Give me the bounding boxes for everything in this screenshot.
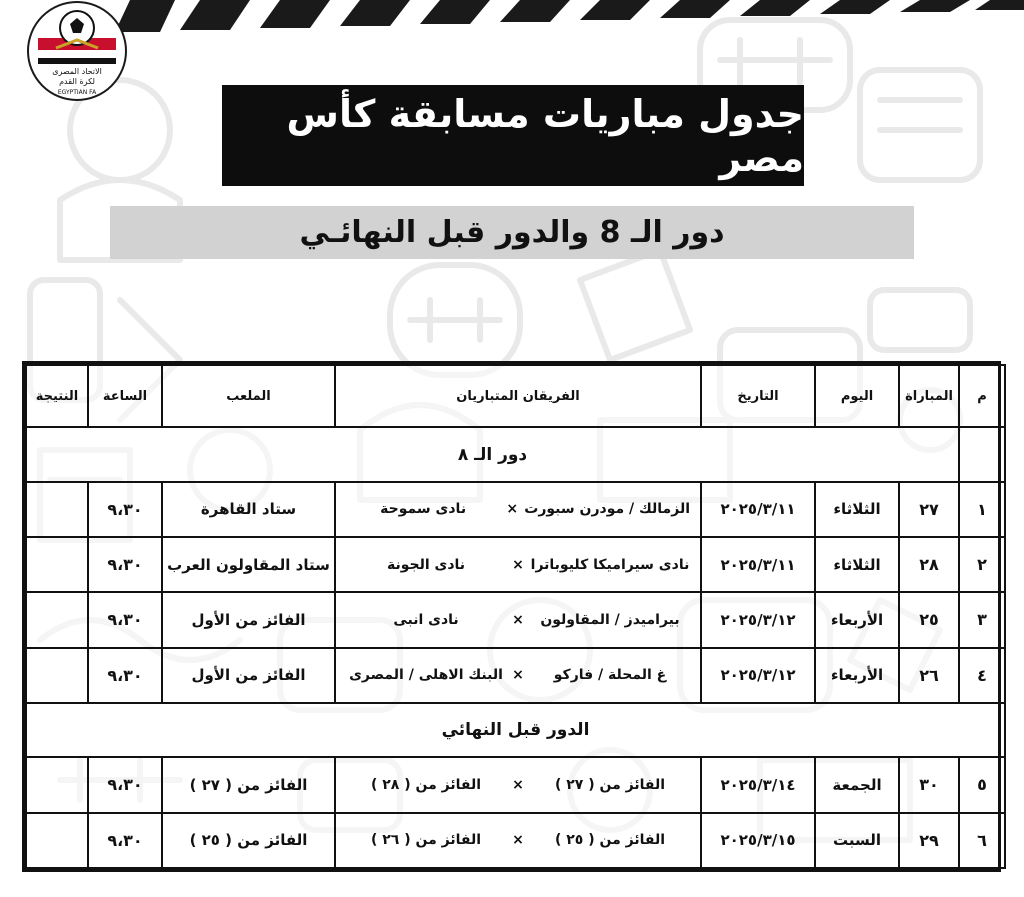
svg-text:الاتحاد المصرى: الاتحاد المصرى [52, 67, 102, 76]
cell-match: ٢٩ [899, 813, 959, 868]
cell-time: ٩،٣٠ [88, 757, 162, 812]
table-row [26, 813, 1005, 868]
cell-day: السبت [815, 813, 899, 868]
cell-m: ٦ [959, 813, 1005, 868]
cell-stadium: الفائز من ( ٢٧ ) [162, 757, 335, 812]
page-title-text: جدول مباريات مسابقة كأس مصر [286, 91, 804, 180]
cell-stadium: ستاد القاهرة [162, 482, 335, 537]
table-row [26, 482, 1005, 537]
schedule-table-wrapper [22, 361, 1001, 872]
cell-time: ٩،٣٠ [88, 592, 162, 647]
versus-mark: × [512, 832, 524, 849]
cell-m: ٢ [959, 537, 1005, 592]
header-m: م [959, 365, 1005, 427]
cell-match: ٢٧ [899, 482, 959, 537]
team-home: الفائز من ( ٢٥ ) [554, 832, 666, 849]
cell-teams [335, 813, 701, 868]
header-stadium: الملعب [162, 365, 335, 427]
versus-mark: × [512, 776, 524, 793]
team-away: الفائز من ( ٢٨ ) [370, 776, 482, 793]
table-row [26, 757, 1005, 812]
cell-m: ٣ [959, 592, 1005, 647]
cell-result [26, 813, 88, 868]
team-away: البنك الاهلى / المصرى [349, 667, 503, 684]
cell-time: ٩،٣٠ [88, 648, 162, 703]
cell-m: ٥ [959, 757, 1005, 812]
table-row [26, 592, 1005, 647]
cell-match: ٢٥ [899, 592, 959, 647]
cell-teams [335, 482, 701, 537]
round-name: دور الـ ٨ [26, 427, 959, 481]
cell-teams [335, 757, 701, 812]
team-away: نادى سموحة [380, 501, 467, 518]
svg-text:لكرة القدم: لكرة القدم [59, 77, 95, 86]
table-row [26, 648, 1005, 703]
cell-date: ٢٠٢٥/٣/١١ [701, 537, 815, 592]
round-spacer-cell [959, 427, 1005, 481]
team-home: الزمالك / مودرن سبورت [524, 501, 690, 518]
versus-mark: × [506, 501, 519, 518]
cell-time: ٩،٣٠ [88, 537, 162, 592]
schedule-table [25, 364, 1006, 869]
round-row-semifinal [26, 703, 1005, 757]
header-match: المباراة [899, 365, 959, 427]
cell-stadium: الفائز من الأول [162, 648, 335, 703]
cell-m: ١ [959, 482, 1005, 537]
header-result: النتيجة [26, 365, 88, 427]
versus-mark: × [512, 556, 524, 573]
team-home: غ المحلة / فاركو [553, 667, 667, 684]
team-away: نادى الجونة [386, 556, 466, 573]
cell-time: ٩،٣٠ [88, 482, 162, 537]
team-away: الفائز من ( ٢٦ ) [370, 832, 482, 849]
cell-date: ٢٠٢٥/٣/١٢ [701, 592, 815, 647]
cell-day: الأربعاء [815, 592, 899, 647]
table-header-row [26, 365, 1005, 427]
versus-mark: × [512, 611, 524, 628]
header-date: التاريخ [701, 365, 815, 427]
cell-teams [335, 537, 701, 592]
header-teams: الفريقان المتباريان [335, 365, 701, 427]
cell-result [26, 482, 88, 537]
cell-date: ٢٠٢٥/٣/١٥ [701, 813, 815, 868]
team-home: بيراميدز / المقاولون [540, 611, 680, 628]
round-row-quarterfinal [26, 427, 1005, 481]
table-row [26, 537, 1005, 592]
header-day: اليوم [815, 365, 899, 427]
cell-time: ٩،٣٠ [88, 813, 162, 868]
top-stripes [0, 0, 1024, 40]
cell-match: ٢٦ [899, 648, 959, 703]
cell-stadium: الفائز من الأول [162, 592, 335, 647]
page-subtitle [110, 206, 914, 259]
header-time: الساعة [88, 365, 162, 427]
team-away: نادى انبى [393, 611, 459, 628]
cell-result [26, 648, 88, 703]
page-subtitle-text: دور الـ 8 والدور قبل النهائـي [299, 215, 725, 250]
page-title [222, 85, 804, 186]
cell-result [26, 592, 88, 647]
team-home: نادى سيراميكا كليوباترا [530, 556, 690, 573]
team-home: الفائز من ( ٢٧ ) [554, 776, 666, 793]
cell-date: ٢٠٢٥/٣/١٢ [701, 648, 815, 703]
cell-date: ٢٠٢٥/٣/١١ [701, 482, 815, 537]
cell-teams [335, 592, 701, 647]
cell-stadium: ستاد المقاولون العرب [162, 537, 335, 592]
cell-teams [335, 648, 701, 703]
cell-result [26, 757, 88, 812]
cell-day: الثلاثاء [815, 537, 899, 592]
cell-stadium: الفائز من ( ٢٥ ) [162, 813, 335, 868]
cell-m: ٤ [959, 648, 1005, 703]
cell-result [26, 537, 88, 592]
egyptian-fa-logo [26, 0, 128, 102]
svg-text:EGYPTIAN FA: EGYPTIAN FA [57, 89, 97, 96]
cell-day: الأربعاء [815, 648, 899, 703]
cell-day: الجمعة [815, 757, 899, 812]
cell-match: ٢٨ [899, 537, 959, 592]
cell-match: ٣٠ [899, 757, 959, 812]
cell-day: الثلاثاء [815, 482, 899, 537]
cell-date: ٢٠٢٥/٣/١٤ [701, 757, 815, 812]
versus-mark: × [512, 667, 524, 684]
round-name: الدور قبل النهائي [26, 703, 1005, 757]
